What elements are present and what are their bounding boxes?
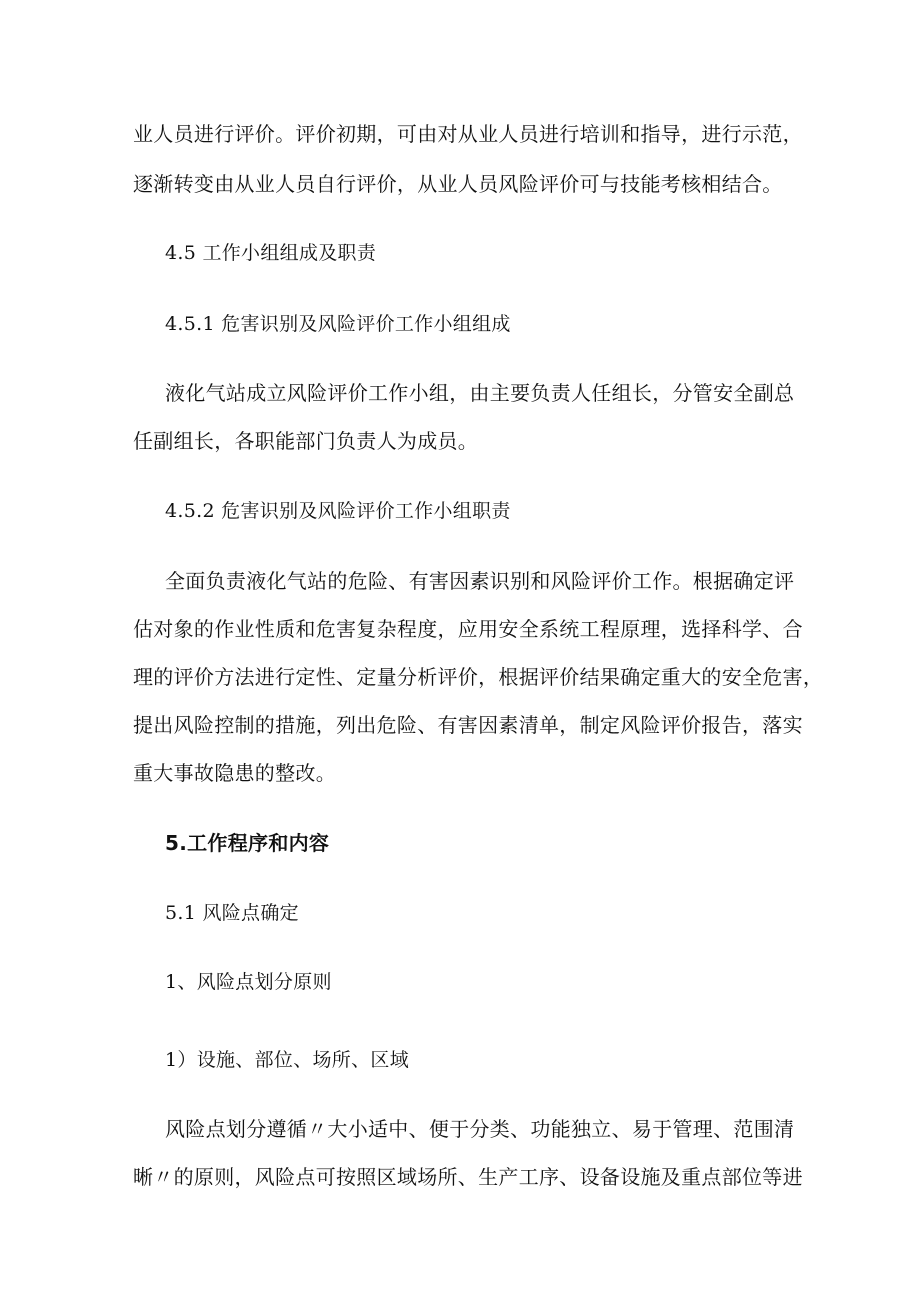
paragraph-line-4: 任副组长，各职能部门负责人为成员。 [133, 429, 479, 453]
paragraph-line-5: 全面负责液化气站的危险、有害因素识别和风险评价工作。根据确定评 [165, 569, 795, 593]
paragraph-line-3: 液化气站成立风险评价工作小组，由主要负责人任组长，分管安全副总 [165, 381, 795, 405]
paragraph-line-8: 提出风险控制的措施，列出危险、有害因素清单，制定风险评价报告，落实 [133, 713, 803, 737]
paragraph-line-6: 估对象的作业性质和危害复杂程度，应用安全系统工程原理，选择科学、合 [133, 617, 803, 641]
paragraph-line-10: 风险点划分遵循〃大小适中、便于分类、功能独立、易于管理、范围清 [165, 1117, 795, 1141]
paragraph-line-7: 理的评价方法进行定性、定量分析评价，根据评价结果确定重大的安全危害， [133, 665, 824, 689]
subheading-1: 1、风险点划分原则 [165, 971, 332, 993]
paragraph-line-1: 业人员进行评价。评价初期，可由对从业人员进行培训和指导，进行示范， [133, 122, 803, 146]
paragraph-line-9: 重大事故隐患的整改。 [133, 761, 336, 785]
paragraph-line-11: 晰〃的原则，风险点可按照区域场所、生产工序、设备设施及重点部位等进 [133, 1165, 803, 1189]
section-heading-5: 5.工作程序和内容 [165, 831, 330, 855]
subheading-1-1: 1）设施、部位、场所、区域 [165, 1049, 409, 1071]
section-heading-4-5: 4.5 工作小组组成及职责 [165, 242, 377, 264]
section-heading-4-5-2: 4.5.2 危害识别及风险评价工作小组职责 [165, 500, 511, 522]
section-heading-5-1: 5.1 风险点确定 [165, 902, 299, 924]
section-heading-4-5-1: 4.5.1 危害识别及风险评价工作小组组成 [165, 313, 511, 335]
paragraph-line-2: 逐渐转变由从业人员自行评价，从业人员风险评价可与技能考核相结合。 [133, 172, 783, 196]
